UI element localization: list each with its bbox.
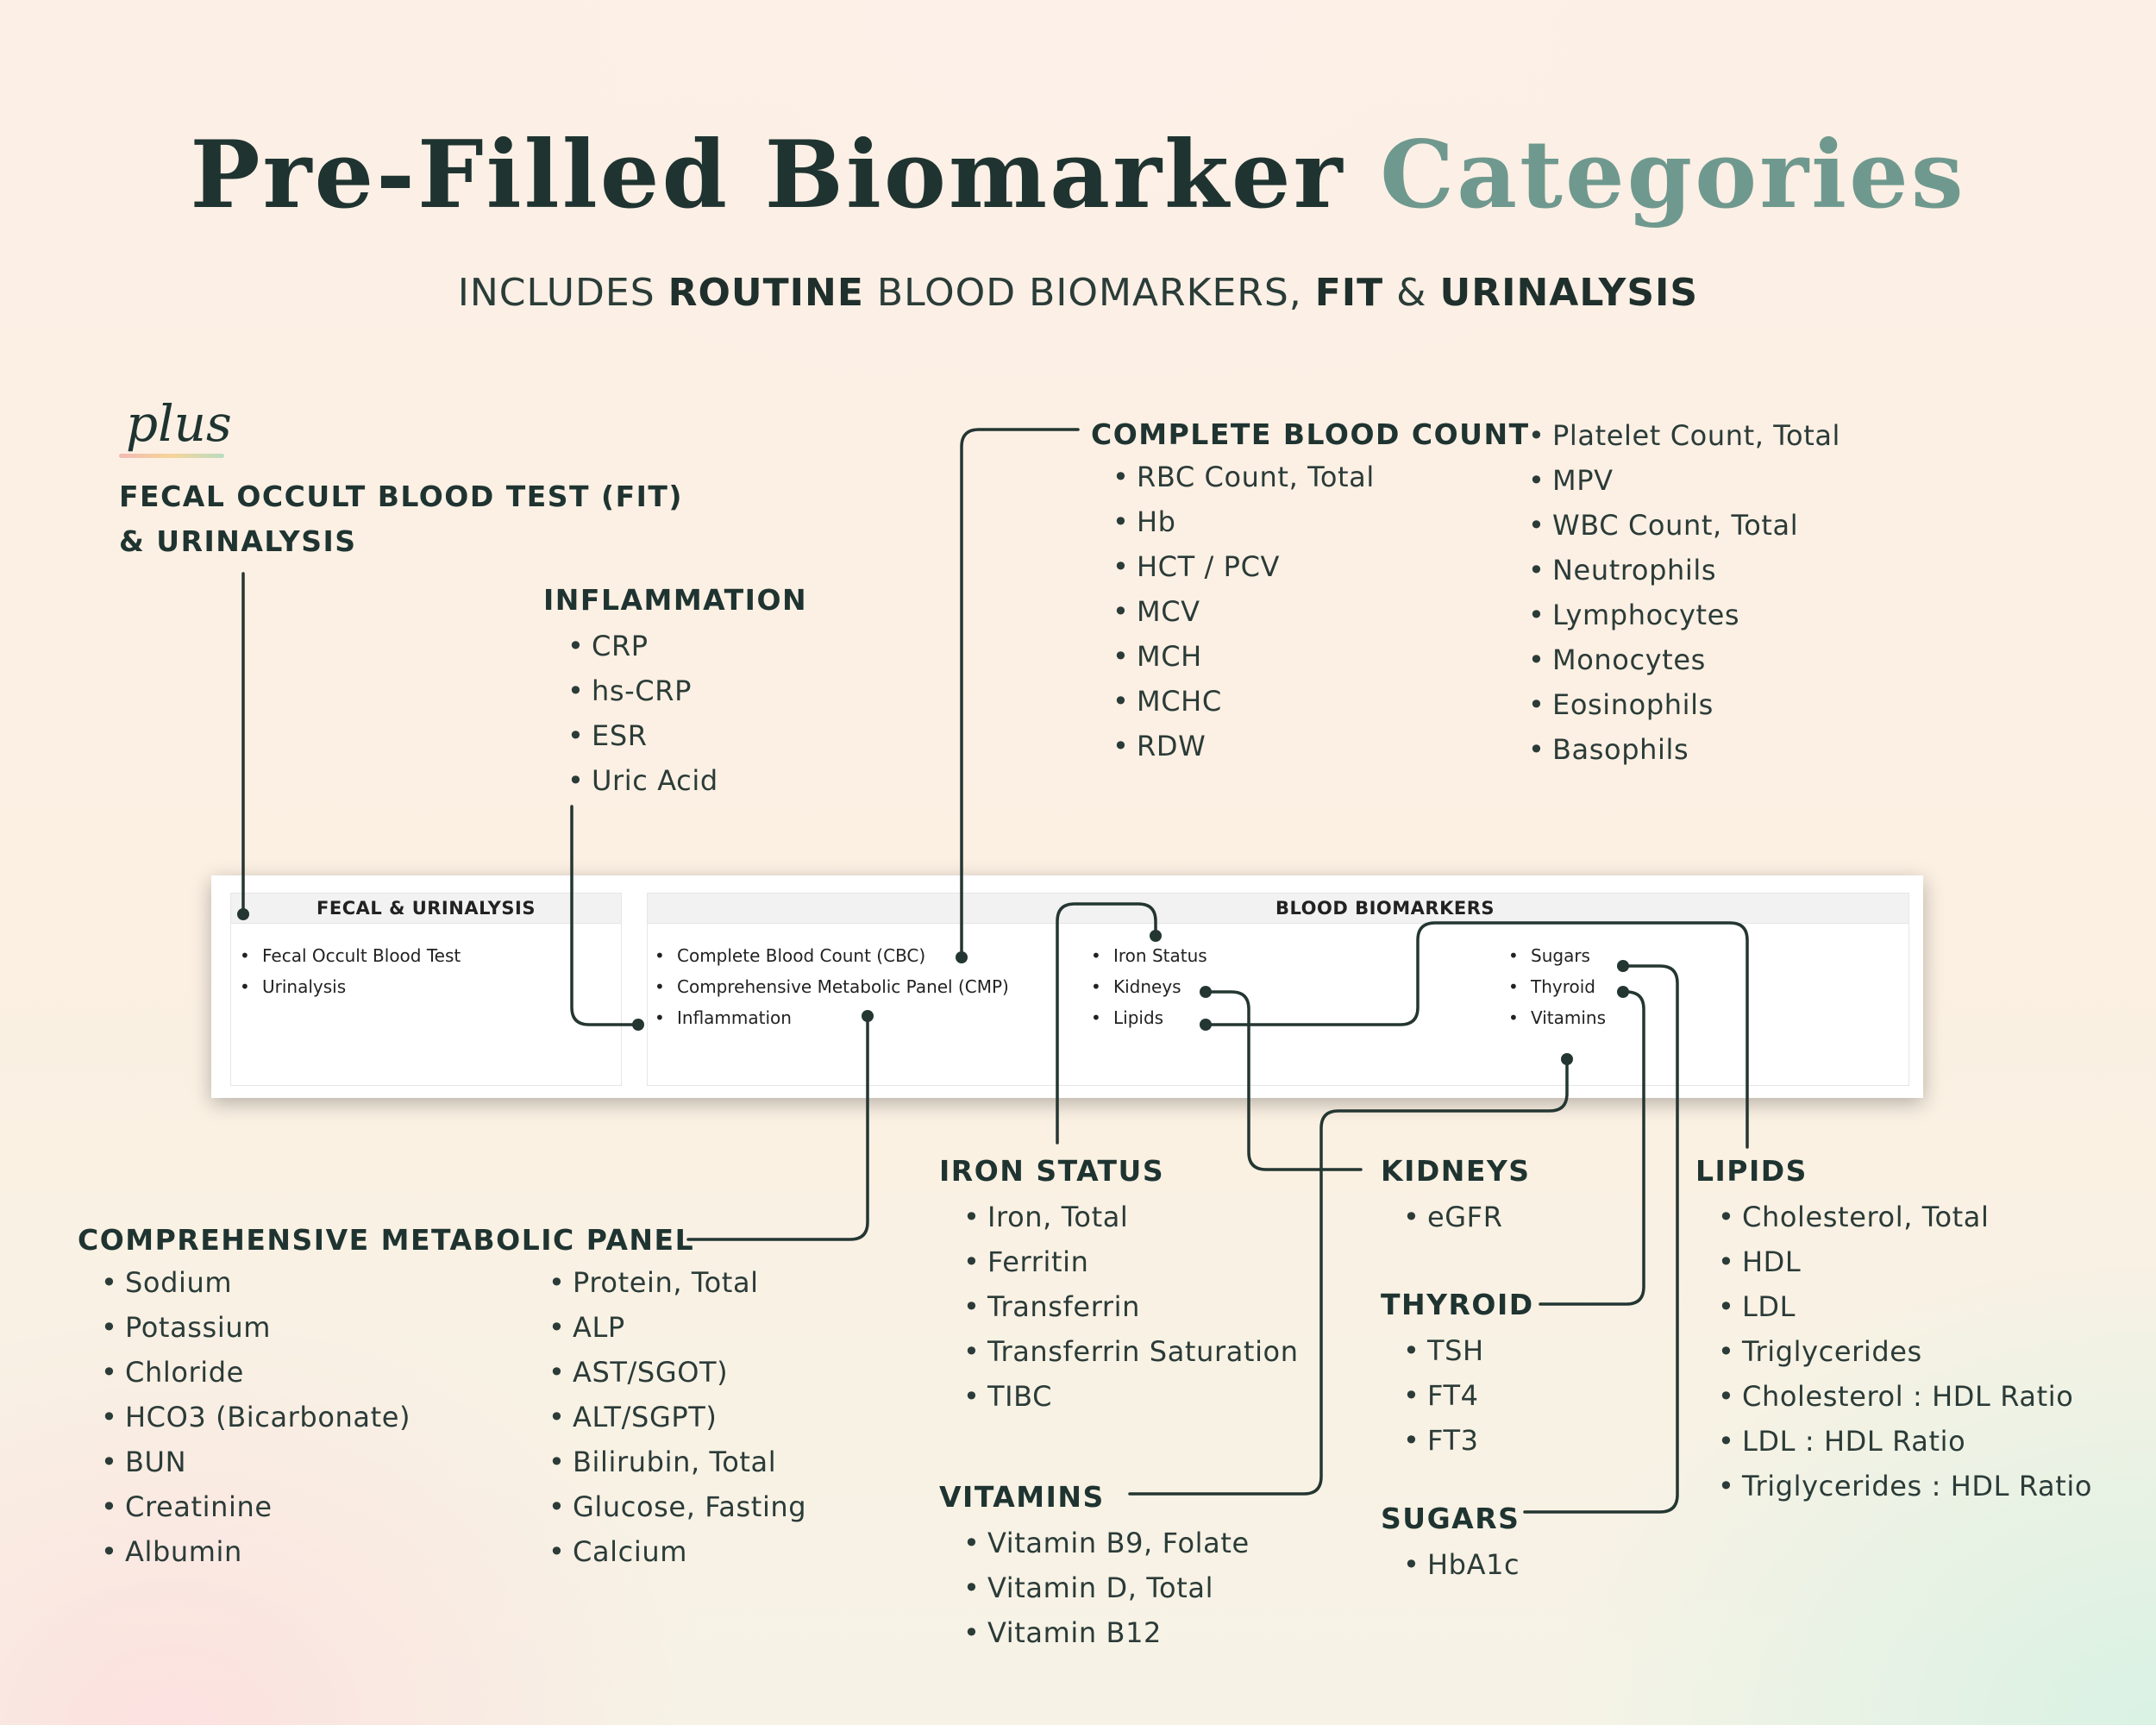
cbc-list-col1: [1112, 455, 1375, 768]
sugars-list: [1403, 1542, 1520, 1587]
list-item: • LDL : HDL Ratio: [1718, 1419, 2092, 1464]
list-item: • Transferrin: [963, 1284, 1299, 1329]
blood-biomarkers-header-text: BLOOD BIOMARKERS: [1275, 898, 1495, 919]
page-title: [0, 121, 2156, 229]
cmp-list-col1: [101, 1260, 411, 1574]
list-item: • HCT / PCV: [1112, 544, 1375, 589]
list-item: • Vitamin D, Total: [963, 1565, 1250, 1610]
blood-biomarkers-panel: [647, 893, 1909, 1086]
list-item: • Triglycerides : HDL Ratio: [1718, 1464, 2092, 1509]
list-item: • WBC Count, Total: [1528, 503, 1840, 548]
fecal-urinalysis-header: [231, 894, 621, 924]
list-item: • Lymphocytes: [1528, 593, 1840, 637]
fecal-urinalysis-header-text: FECAL & URINALYSIS: [317, 898, 536, 919]
list-item: • FT4: [1403, 1373, 1534, 1418]
list-item[interactable]: • Fecal Occult Blood Test: [240, 940, 461, 971]
kidneys-block: [1381, 1154, 1531, 1239]
list-item: • eGFR: [1403, 1195, 1531, 1239]
list-item[interactable]: • Vitamins: [1508, 1002, 1606, 1033]
list-item: • Cholesterol : HDL Ratio: [1718, 1374, 2092, 1419]
list-item[interactable]: • Lipids: [1091, 1002, 1207, 1033]
fit-urinalysis-title-line2: & URINALYSIS: [119, 524, 357, 558]
fit-urinalysis-title-line1: FECAL OCCULT BLOOD TEST (FIT): [119, 480, 684, 513]
plus-script: plus: [126, 394, 232, 453]
title-main: Pre-Filled Biomarker: [190, 121, 1345, 229]
list-item: • MCH: [1112, 634, 1375, 679]
list-item: • ALT/SGPT): [548, 1395, 806, 1440]
list-item: • Chloride: [101, 1350, 411, 1395]
cmp-list-col2: [548, 1260, 806, 1574]
list-item: • Platelet Count, Total: [1528, 413, 1840, 458]
list-item: • BUN: [101, 1440, 411, 1484]
list-item: • Eosinophils: [1528, 682, 1840, 727]
subtitle-bold: URINALYSIS: [1439, 271, 1699, 315]
fecal-urinalysis-items: [240, 940, 461, 1002]
list-item: • MCHC: [1112, 679, 1375, 724]
lipids-list: [1718, 1195, 2092, 1509]
list-item: • Ferritin: [963, 1239, 1299, 1284]
list-item: • MCV: [1112, 589, 1375, 634]
kidneys-title: KIDNEYS: [1381, 1154, 1531, 1188]
list-item: • TSH: [1403, 1328, 1534, 1373]
list-item: • Vitamin B12: [963, 1610, 1250, 1655]
list-item[interactable]: • Iron Status: [1091, 940, 1207, 971]
biomarker-sheet-card: [211, 875, 1923, 1098]
blood-biomarkers-header: [648, 894, 1908, 924]
blood-col3-items: [1508, 940, 1606, 1033]
blood-col2-items: [1091, 940, 1207, 1033]
list-item: • AST/SGOT): [548, 1350, 806, 1395]
list-item[interactable]: • Kidneys: [1091, 971, 1207, 1002]
list-item: • Basophils: [1528, 727, 1840, 772]
list-item: • Bilirubin, Total: [548, 1440, 806, 1484]
lipids-title: LIPIDS: [1695, 1154, 1808, 1188]
list-item: • MPV: [1528, 458, 1840, 503]
subtitle-bold: FIT: [1314, 271, 1384, 315]
list-item: • Potassium: [101, 1305, 411, 1350]
list-item: • HCO3 (Bicarbonate): [101, 1395, 411, 1440]
list-item: • Triglycerides: [1718, 1329, 2092, 1374]
list-item: • HDL: [1718, 1239, 2092, 1284]
list-item: • Iron, Total: [963, 1195, 1299, 1239]
list-item: • Uric Acid: [567, 758, 807, 803]
vitamins-list: [963, 1521, 1250, 1655]
cbc-list-col2: [1528, 413, 1840, 772]
kidneys-list: [1403, 1195, 1531, 1239]
inflammation-title: INFLAMMATION: [543, 583, 808, 617]
fecal-urinalysis-panel: [230, 893, 622, 1086]
list-item: • Calcium: [548, 1529, 806, 1574]
list-item[interactable]: • Complete Blood Count (CBC): [655, 940, 1009, 971]
cmp-title: COMPREHENSIVE METABOLIC PANEL: [78, 1223, 695, 1257]
sugars-block: [1381, 1502, 1520, 1587]
list-item: • HbA1c: [1403, 1542, 1520, 1587]
list-item: • Transferrin Saturation: [963, 1329, 1299, 1374]
iron-status-list: [963, 1195, 1299, 1419]
sugars-title: SUGARS: [1381, 1502, 1520, 1535]
subtitle-bold: ROUTINE: [667, 271, 864, 315]
list-item: • Protein, Total: [548, 1260, 806, 1305]
list-item[interactable]: • Urinalysis: [240, 971, 461, 1002]
list-item: • ESR: [567, 713, 807, 758]
list-item: • FT3: [1403, 1418, 1534, 1463]
list-item[interactable]: • Thyroid: [1508, 971, 1606, 1002]
iron-status-block: [939, 1154, 1299, 1419]
inflammation-block: [543, 583, 807, 803]
list-item: • Neutrophils: [1528, 548, 1840, 593]
thyroid-block: [1381, 1288, 1534, 1463]
subtitle-part: BLOOD BIOMARKERS,: [863, 271, 1315, 315]
lipids-block: [1695, 1154, 2092, 1509]
inflammation-list: [567, 624, 807, 803]
list-item: • RBC Count, Total: [1112, 455, 1375, 499]
list-item: • TIBC: [963, 1374, 1299, 1419]
list-item: • Hb: [1112, 499, 1375, 544]
list-item: • hs-CRP: [567, 668, 807, 713]
list-item: • Glucose, Fasting: [548, 1484, 806, 1529]
plus-underline: [119, 454, 224, 458]
list-item: • Monocytes: [1528, 637, 1840, 682]
title-accent: Categories: [1380, 121, 1966, 229]
list-item: • RDW: [1112, 724, 1375, 768]
list-item: • Creatinine: [101, 1484, 411, 1529]
list-item: • Albumin: [101, 1529, 411, 1574]
thyroid-list: [1403, 1328, 1534, 1463]
thyroid-title: THYROID: [1381, 1288, 1534, 1321]
subtitle-part: &: [1383, 271, 1440, 315]
list-item: • Vitamin B9, Folate: [963, 1521, 1250, 1565]
list-item[interactable]: • Sugars: [1508, 940, 1606, 971]
list-item[interactable]: • Inflammation: [655, 1002, 1009, 1033]
list-item[interactable]: • Comprehensive Metabolic Panel (CMP): [655, 971, 1009, 1002]
list-item: • CRP: [567, 624, 807, 668]
page-subtitle: [0, 271, 2156, 315]
blood-col1-items: [655, 940, 1009, 1033]
iron-status-title: IRON STATUS: [939, 1154, 1165, 1188]
list-item: • LDL: [1718, 1284, 2092, 1329]
subtitle-part: INCLUDES: [457, 271, 668, 315]
vitamins-title: VITAMINS: [939, 1480, 1105, 1514]
list-item: • Sodium: [101, 1260, 411, 1305]
cbc-title: COMPLETE BLOOD COUNT: [1091, 417, 1530, 451]
list-item: • ALP: [548, 1305, 806, 1350]
vitamins-block: [939, 1480, 1250, 1655]
list-item: • Cholesterol, Total: [1718, 1195, 2092, 1239]
